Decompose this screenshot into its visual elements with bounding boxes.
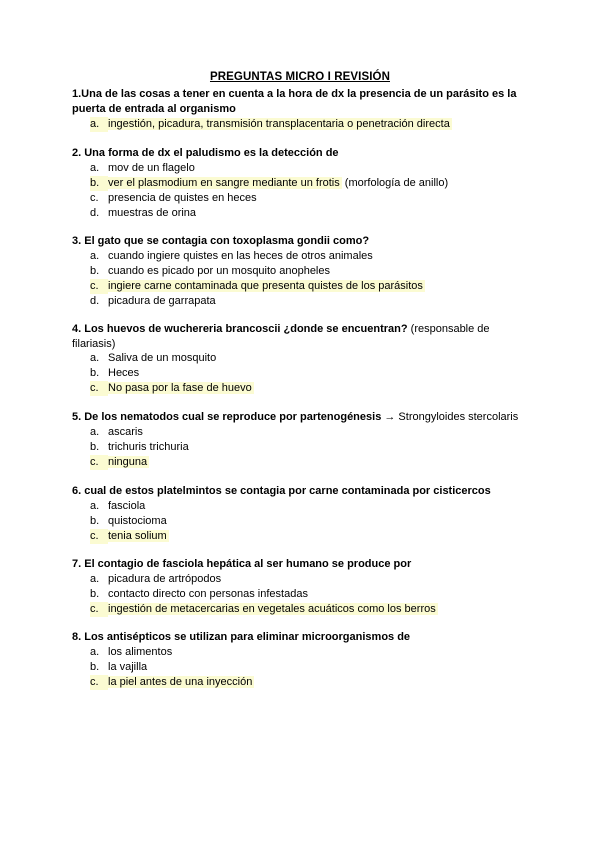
question-text: 2. Una forma de dx el paludismo es la detección de [72, 147, 339, 159]
question-7 [72, 557, 532, 572]
option-letter: c. [90, 381, 108, 396]
option-text: la vajilla [108, 661, 148, 673]
option-suffix: (morfología de anillo) [341, 177, 449, 189]
option-text: tenia solium [108, 530, 167, 542]
question-text: 1.Una de las cosas a tener en cuenta a la hora de dx la presencia de un parásito es la puerta de entrada al organismo [72, 88, 517, 115]
option-4b [90, 366, 254, 381]
option-letter: c. [90, 675, 108, 690]
option-letter: c. [90, 455, 108, 470]
option-6a [90, 499, 169, 514]
options-3 [90, 249, 425, 309]
option-text: muestras de orina [108, 207, 197, 219]
question-text: 6. cual de estos platelmintos se contagia por carne contaminada por cisticercos [72, 485, 491, 497]
option-5c [90, 455, 189, 470]
option-letter: a. [90, 250, 100, 262]
option-text: cuando ingiere quistes en las heces de otros animales [108, 250, 373, 262]
option-letter: a. [90, 500, 100, 512]
option-letter: c. [90, 192, 99, 204]
option-letter: b. [90, 441, 100, 453]
option-text: los alimentos [108, 646, 173, 658]
option-3c [90, 279, 425, 294]
option-letter: c. [90, 279, 108, 294]
option-letter: b. [90, 515, 100, 527]
question-5 [72, 410, 532, 425]
options-7 [90, 572, 438, 617]
option-letter: a. [90, 162, 100, 174]
option-2d [90, 206, 448, 221]
option-5b [90, 440, 189, 455]
option-7a [90, 572, 438, 587]
options-8 [90, 645, 254, 690]
option-letter: a. [90, 352, 100, 364]
option-letter: a. [90, 426, 100, 438]
options-4 [90, 351, 254, 396]
option-text: la piel antes de una inyección [108, 676, 253, 688]
option-letter: b. [90, 176, 108, 191]
question-text: 5. De los nematodos cual se reproduce por partenogénesis [72, 411, 382, 423]
option-text: mov de un flagelo [108, 162, 195, 174]
option-text: ninguna [108, 456, 148, 468]
option-letter: a. [90, 117, 108, 132]
question-note: (responsable de filariasis) [72, 323, 490, 350]
option-8c [90, 675, 254, 690]
option-letter: c. [90, 529, 108, 544]
option-2b [90, 176, 448, 191]
option-letter: d. [90, 295, 100, 307]
option-letter: c. [90, 602, 108, 617]
question-6 [72, 484, 532, 499]
option-8a [90, 645, 254, 660]
option-text: ascaris [108, 426, 143, 438]
option-text: ingestión de metacercarias en vegetales acuáticos como los berros [108, 603, 436, 615]
option-text: picadura de artrópodos [108, 573, 222, 585]
option-text: ingestión, picadura, transmisión transplacentaria o penetración directa [108, 118, 450, 130]
option-text: picadura de garrapata [108, 295, 216, 307]
options-6 [90, 499, 169, 544]
option-4c [90, 381, 254, 396]
option-3a [90, 249, 425, 264]
question-text: 8. Los antisépticos se utilizan para eliminar microorganismos de [72, 631, 411, 643]
options-5 [90, 425, 189, 470]
option-text: quistocioma [108, 515, 167, 527]
question-1 [72, 87, 532, 117]
option-text: No pasa por la fase de huevo [108, 382, 252, 394]
option-text: Heces [108, 367, 140, 379]
options-2 [90, 161, 448, 221]
question-note: → Strongyloides stercolaris [381, 411, 519, 423]
question-text: 4. Los huevos de wuchereria brancoscii ¿donde se encuentran? [72, 323, 408, 335]
question-text: 3. El gato que se contagia con toxoplasma gondii como? [72, 235, 370, 247]
option-6b [90, 514, 169, 529]
question-3 [72, 234, 532, 249]
option-4a [90, 351, 254, 366]
option-1a [90, 117, 452, 132]
option-letter: d. [90, 207, 100, 219]
option-8b [90, 660, 254, 675]
option-2c [90, 191, 448, 206]
question-2 [72, 146, 532, 161]
option-text: contacto directo con personas infestadas [108, 588, 308, 600]
question-4 [72, 322, 532, 352]
options-1 [90, 117, 452, 132]
option-7b [90, 587, 438, 602]
option-text: fasciola [108, 500, 146, 512]
question-8 [72, 630, 532, 645]
option-letter: b. [90, 265, 100, 277]
option-text: presencia de quistes en heces [108, 192, 257, 204]
page-title: PREGUNTAS MICRO I REVISIÓN [209, 71, 390, 83]
option-letter: b. [90, 661, 100, 673]
option-letter: b. [90, 588, 100, 600]
option-text: ingiere carne contaminada que presenta quistes de los parásitos [108, 280, 423, 292]
option-text: ver el plasmodium en sangre mediante un frotis [108, 177, 340, 189]
option-2a [90, 161, 448, 176]
option-7c [90, 602, 438, 617]
option-letter: a. [90, 573, 100, 585]
option-6c [90, 529, 169, 544]
option-letter: a. [90, 646, 100, 658]
option-3d [90, 294, 425, 309]
option-letter: b. [90, 367, 100, 379]
option-text: Saliva de un mosquito [108, 352, 217, 364]
question-text: 7. El contagio de fasciola hepática al ser humano se produce por [72, 558, 412, 570]
option-text: trichuris trichuria [108, 441, 189, 453]
option-5a [90, 425, 189, 440]
option-text: cuando es picado por un mosquito anopheles [108, 265, 330, 277]
option-3b [90, 264, 425, 279]
